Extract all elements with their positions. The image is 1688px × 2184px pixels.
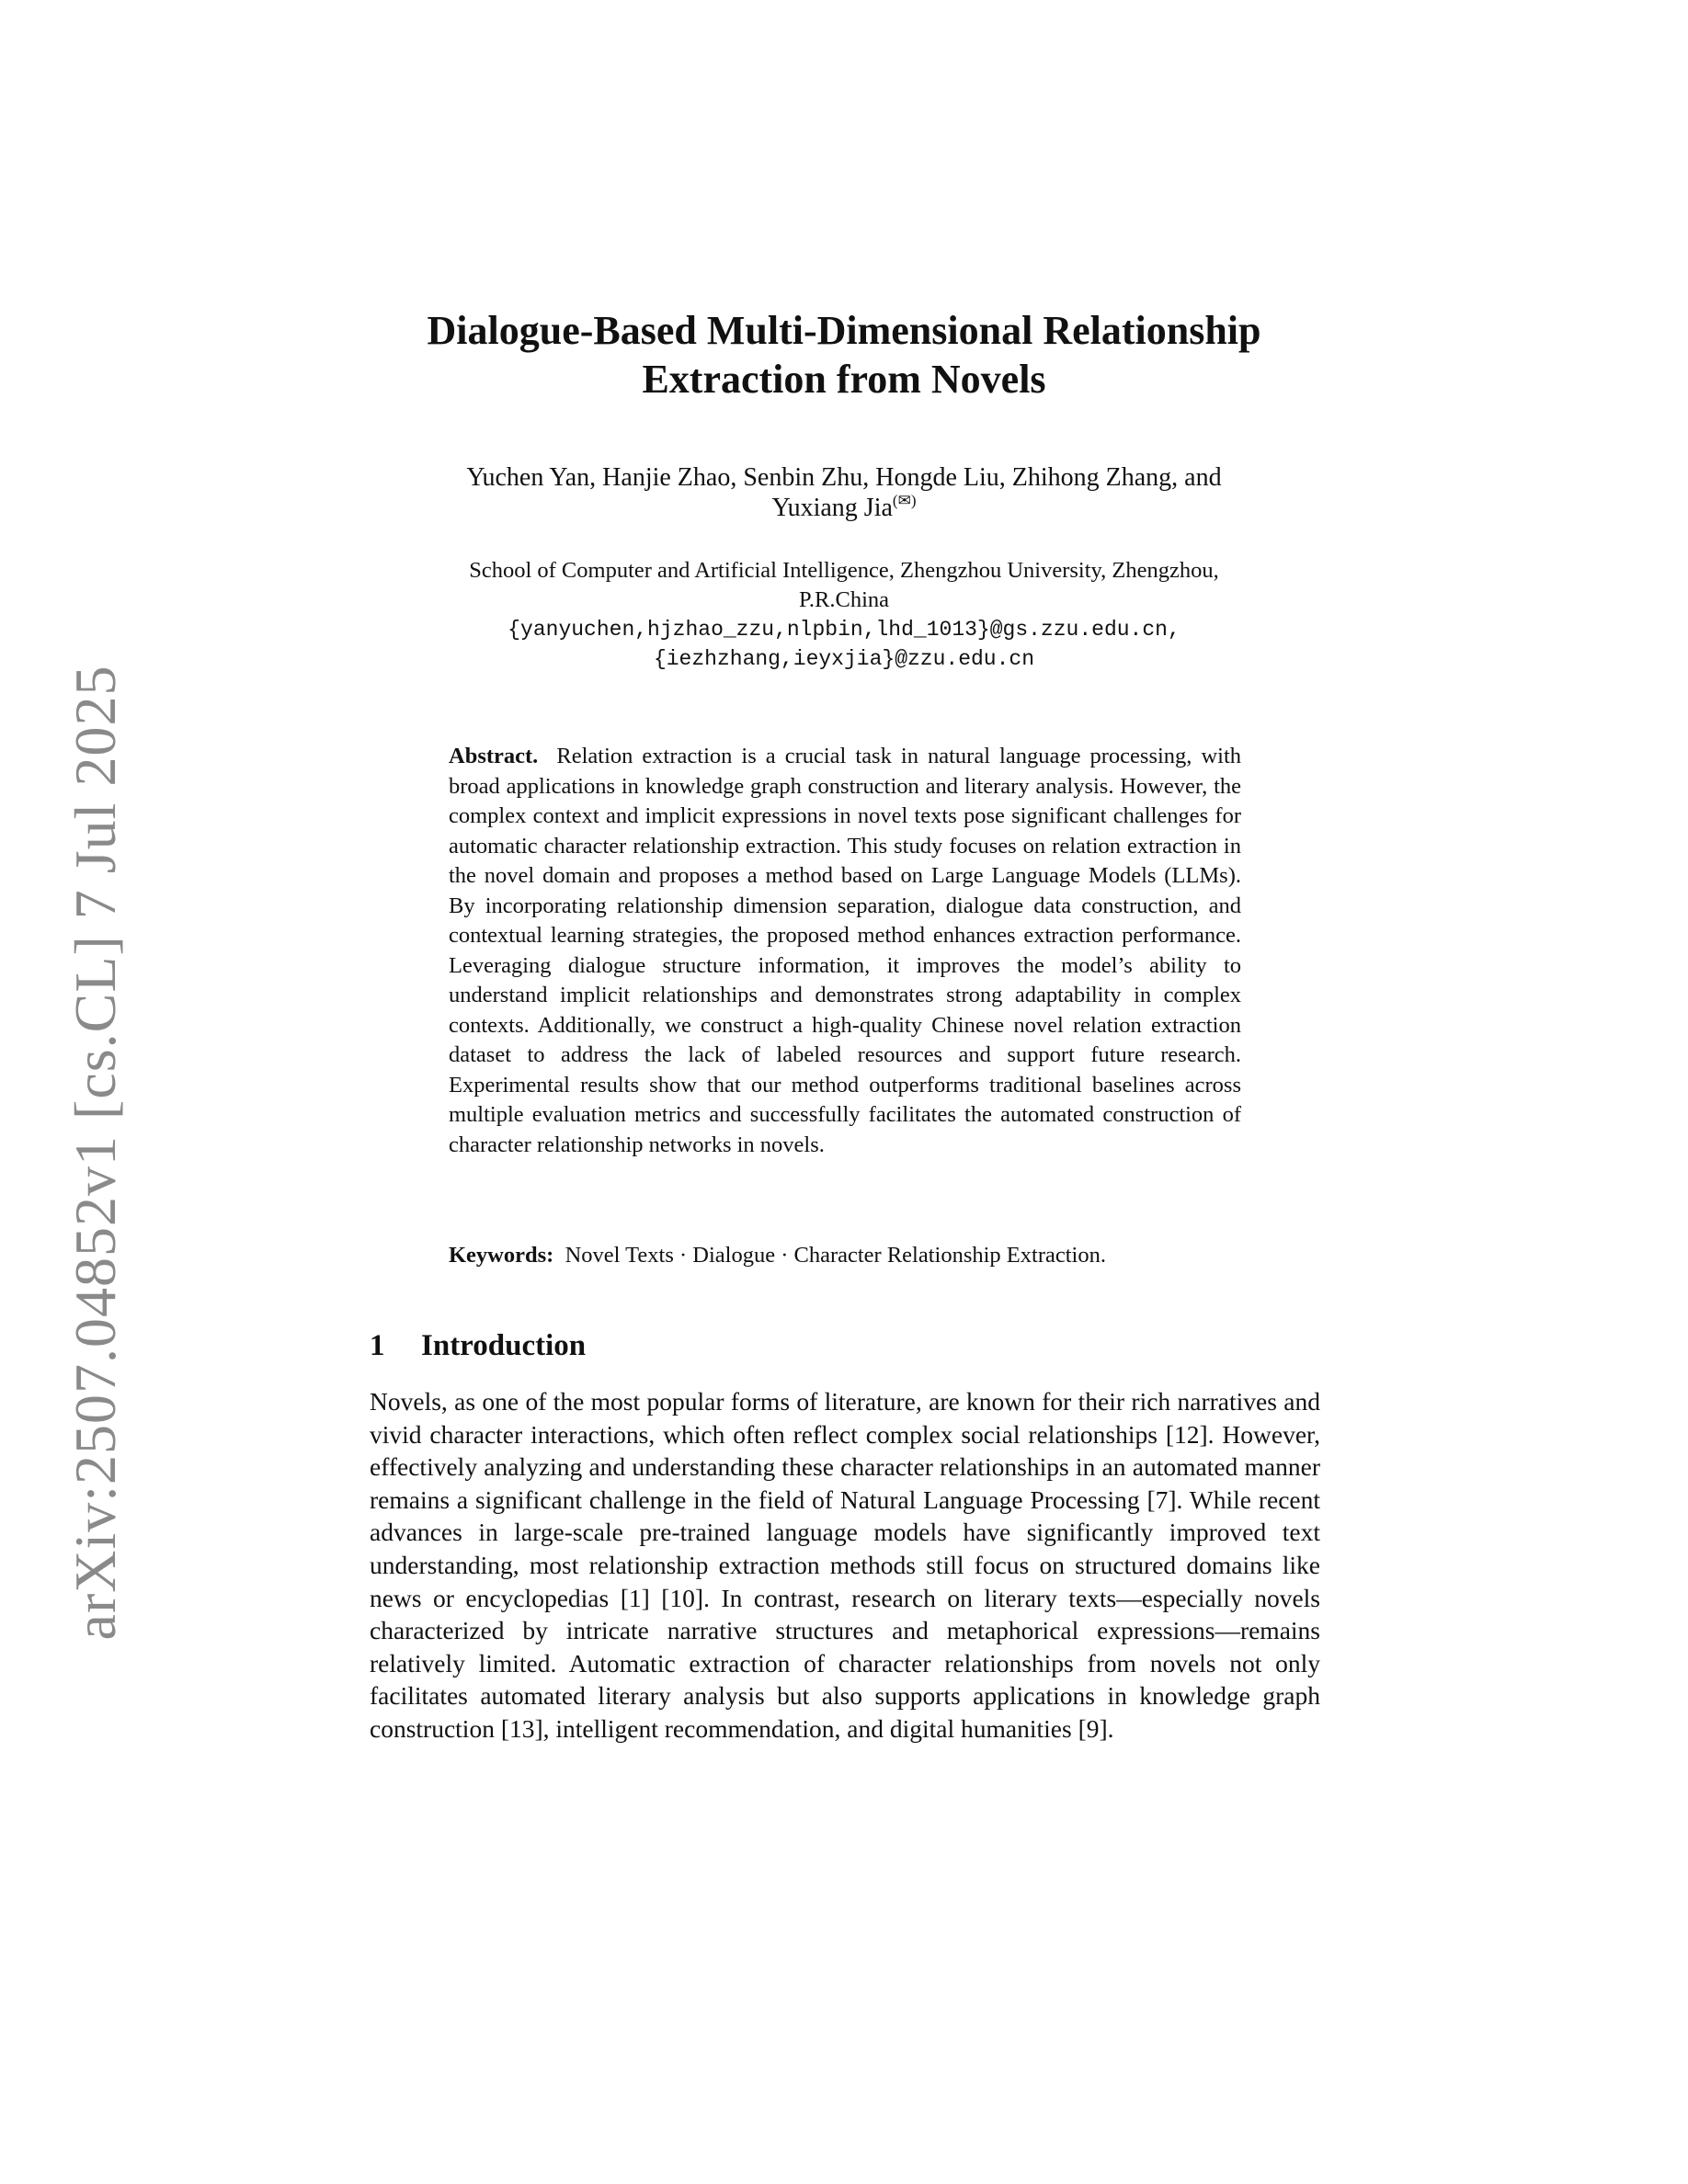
- affiliation-block: [368, 556, 1320, 674]
- keywords-text: Novel Texts · Dialogue · Character Relationship Extraction.: [565, 1243, 1106, 1268]
- title-line-1: Dialogue-Based Multi-Dimensional Relationship: [427, 308, 1261, 353]
- author-emails-1: {yanyuchen,hjzhao_zzu,nlpbin,lhd_1013}@gs.zzu.edu.cn,: [508, 618, 1180, 642]
- section-number: 1: [370, 1329, 385, 1362]
- abstract-text: Relation extraction is a crucial task in natural language processing, with broad applications in knowledge graph construction and literary analysis. However, the complex context and implicit expressions in novel texts pose significant challenges for automatic character relationship extraction. This study focuses on relation extraction in the novel domain and proposes a method based on Large Language Models (LLMs). By incorporating relationship dimension separation, dialogue data construction, and contextual learning strategies, the proposed method enhances extraction performance. Leveraging dialogue structure information, it improves the model’s ability to understand implicit relationships and demonstrates strong adaptability in complex contexts. Additionally, we construct a high-quality Chinese novel relation extraction dataset to address the lack of labeled resources and support future research. Experimental results show that our method outperforms traditional baselines across multiple evaluation metrics and successfully facilitates the automated construction of character relationship networks in novels.: [449, 744, 1242, 1157]
- author-list: [368, 462, 1320, 523]
- section-title: Introduction: [421, 1329, 587, 1362]
- introduction-paragraph: Novels, as one of the most popular forms of literature, are known for their rich narratives and vivid character interactions, which often reflect complex social relationships [12]. However, effectively analyzing and understanding these character relationships in an automated manner remains a significant challenge in the field of Natural Language Processing [7]. While recent advances in large-scale pre-trained language models have significantly improved text understanding, most relationship extraction methods still focus on structured domains like news or encyclopedias [1] [10]. In contrast, research on literary texts—especially novels characterized by intricate narrative structures and metaphorical expressions—remains relatively limited. Automatic extraction of character relationships from novels not only facilitates automated literary analysis but also supports applications in knowledge graph construction [13], intelligent recommendation, and digital humanities [9].: [370, 1387, 1320, 1743]
- last-author-name: Yuxiang Jia: [771, 494, 893, 522]
- arxiv-identifier-stamp: arXiv:2507.04852v1 [cs.CL] 7 Jul 2025: [63, 665, 128, 1641]
- section-heading-introduction: [370, 1327, 1320, 1364]
- authors-line-1: Yuchen Yan, Hanjie Zhao, Senbin Zhu, Hongde Liu, Zhihong Zhang, and: [466, 463, 1222, 492]
- authors-line-2: [368, 493, 1320, 523]
- paper-title: [368, 306, 1320, 404]
- title-line-2: Extraction from Novels: [642, 357, 1046, 402]
- affiliation-line-2: P.R.China: [798, 587, 890, 612]
- abstract-label: Abstract.: [449, 744, 539, 768]
- affiliation-line-1: School of Computer and Artificial Intelligence, Zhengzhou University, Zhengzhou,: [469, 558, 1219, 583]
- keywords: [449, 1241, 1241, 1270]
- corresponding-author-envelope-icon: (✉): [892, 492, 917, 509]
- keywords-label: Keywords:: [449, 1243, 554, 1268]
- abstract: [449, 742, 1241, 1160]
- author-emails-2: {iezhzhang,ieyxjia}@zzu.edu.cn: [653, 647, 1035, 671]
